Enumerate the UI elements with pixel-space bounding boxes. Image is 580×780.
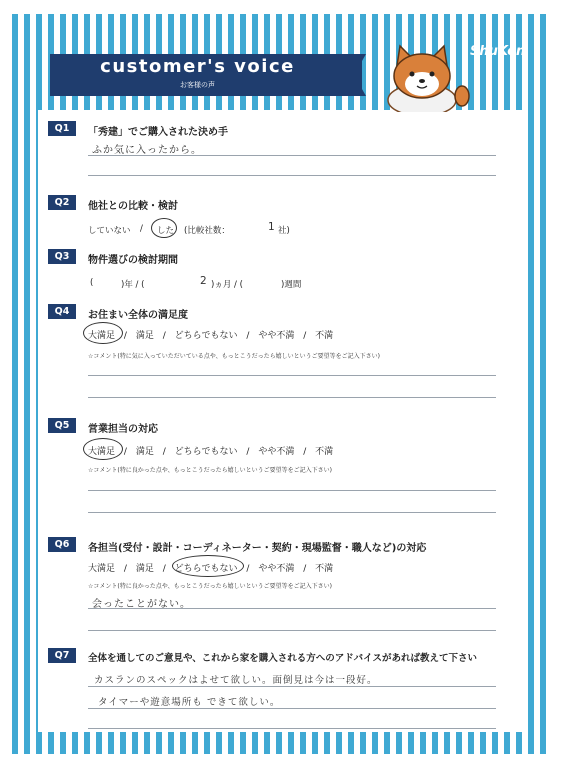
answer-line [88,630,496,631]
page-subtitle: お客様の声 [180,81,215,89]
answer-line [88,686,496,687]
answer-line [88,397,496,398]
q3-months-value: 2 [200,275,208,287]
q6-option-dissatisfied: やや不満 [258,564,295,574]
q4-option-dissatisfied: やや不満 [258,331,295,341]
q2-separator: / [140,224,143,234]
q5-title: 営業担当の対応 [88,424,158,435]
q6-option-neutral: どちらでもない [174,564,238,574]
q5-badge: Q5 [48,418,76,433]
answer-line [88,608,496,609]
q6-handwritten-answer: 会ったことがない。 [92,599,191,610]
q7-title: 全体を通してのご意見や、これから家を購入される方へのアドバイスがあれば教えて下さい [88,653,478,664]
q1-title: 「秀建」でご購入された決め手 [88,127,228,138]
q3-badge: Q3 [48,249,76,264]
q2-count-label: (比較社数： [184,226,230,236]
q5-comment-label: ☆コメント(特に良かった点や、もっとこうだったら嬉しいというご要望等をご記入下さい) [88,467,332,474]
answer-line [88,728,496,729]
q5-option-very-satisfied: 大満足 [88,447,116,457]
q4-option-very-satisfied: 大満足 [88,331,116,341]
q5-option-dissatisfied: やや不満 [258,447,295,457]
q6-selected-circle [172,555,244,577]
q5-selected-circle [83,438,123,460]
q5-option-satisfied: 満足 [135,447,154,457]
q2-count-unit: 社) [278,226,290,236]
q3-open: ( [90,278,94,288]
q6-options: 大満足 / 満足 / どちらでもない / やや不満 / 不満 [88,564,334,574]
q2-badge: Q2 [48,195,76,210]
q2-option-yes: した [157,226,175,236]
answer-line [88,155,496,156]
q2-option-no: していない [88,226,131,236]
q6-option-very-dissatisfied: 不満 [315,564,334,574]
q6-option-satisfied: 満足 [135,564,154,574]
q5-options: 大満足 / 満足 / どちらでもない / やや不満 / 不満 [88,447,334,457]
q7-handwritten-line-2: タイマーや遊意場所も できて欲しい。 [98,697,281,708]
page-title: customer's voice [100,56,295,77]
q4-comment-label: ☆コメント(特に気に入っていただいている点や、もっとこうだったら嬉しいというご要望等をご記入下さい) [88,353,380,360]
q6-option-very-satisfied: 大満足 [88,564,116,574]
q3-title: 物件選びの検討期間 [88,255,178,266]
q5-option-neutral: どちらでもない [174,447,238,457]
q1-badge: Q1 [48,121,76,136]
q5-option-very-dissatisfied: 不満 [315,447,334,457]
q4-option-neutral: どちらでもない [174,331,238,341]
answer-line [88,375,496,376]
q6-title: 各担当(受付・設計・コーディネーター・契約・現場監督・職人など)の対応 [88,543,427,554]
q3-weeks-unit: )週間 [281,280,302,290]
q3-months-unit: )ヵ月 / ( [211,280,243,290]
q4-selected-circle [83,322,123,344]
q4-option-very-dissatisfied: 不満 [315,331,334,341]
q4-option-satisfied: 満足 [135,331,154,341]
q1-handwritten-answer: ふか気に入ったから。 [92,145,202,156]
q2-title: 他社との比較・検討 [88,201,178,212]
q6-badge: Q6 [48,537,76,552]
answer-line [88,175,496,176]
q7-badge: Q7 [48,648,76,663]
q4-options: 大満足 / 満足 / どちらでもない / やや不満 / 不満 [88,331,334,341]
q7-handwritten-line-1: カスランのスペックはよせて欲しい。面倒見は今は一段好。 [94,675,378,686]
shiba-dog-mascot-icon [380,42,470,112]
answer-line [88,490,496,491]
answer-line [88,512,496,513]
q3-years-unit: )年 / ( [121,280,145,290]
q2-count-value: 1 [268,221,276,233]
shuken-logo: ShuKen [470,44,526,59]
q4-title: お住まい全体の満足度 [88,310,188,321]
q4-badge: Q4 [48,304,76,319]
answer-line [88,708,496,709]
q2-selected-circle [151,218,177,238]
q6-comment-label: ☆コメント(特に良かった点や、もっとこうだったら嬉しいというご要望等をご記入下さい) [88,583,332,590]
